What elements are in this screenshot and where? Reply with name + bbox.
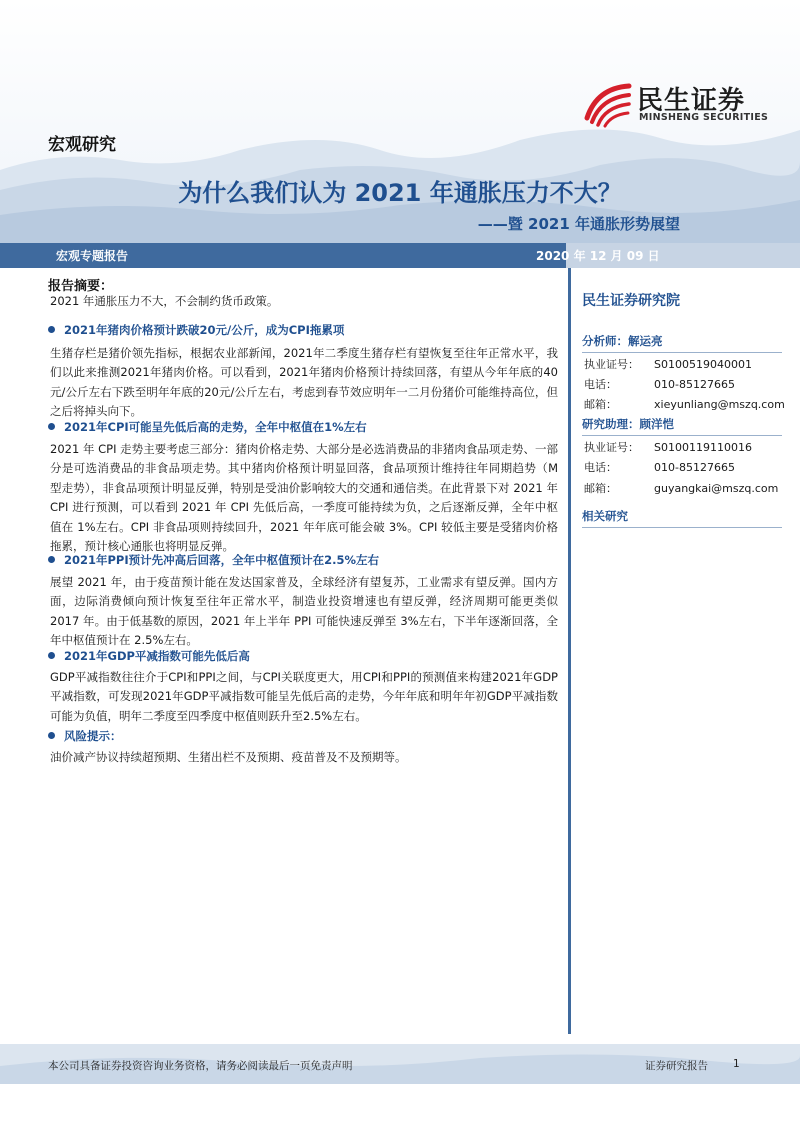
summary-heading: 报告摘要：	[48, 279, 114, 294]
assistant-email-row	[584, 480, 778, 496]
report-date: 2020 年 12 月 09 日	[536, 249, 660, 263]
row-key: 邮箱：	[584, 482, 617, 495]
section-body-cpi: 2021 年 CPI 走势主要考虑三部分：猪肉价格走势、大部分是必选消费品的非猪肉食品项走势、一部分是可选消费品的非食品项走势。其中猪肉价格预计明显回落，食品项预计维持往年同期趋势（M 型走势），非食品项预计明显反弹，特别是受油价影响较大的交通和通信类。在此背景下对 2021 年 CPI 进行预测，可以看到 2021 年 CPI 先低后高，一季度可能持续为负，之后逐渐反弹，全年中枢值在 1%左右。CPI 非食品项则持续回升，2021 年年底可能会破 3%。CPI 较低主要是受猪肉价格拖累，预计核心通胀也将明显反弹。	[50, 442, 558, 554]
bullet-icon	[48, 556, 55, 563]
section-heading-text: 2021年猪肉价格预计跌破20元/公斤，成为CPI拖累项	[64, 323, 345, 337]
analyst-license-row	[584, 356, 752, 372]
bullet-icon	[48, 326, 55, 333]
report-type: 宏观专题报告	[56, 249, 129, 263]
column-divider	[568, 268, 571, 1034]
bullet-icon	[48, 423, 55, 430]
brand-logo	[583, 78, 768, 130]
section-body-risk: 油价减产协议持续超预期、生猪出栏不及预期、疫苗普及不及预期等。	[50, 750, 407, 764]
row-key: 电话：	[584, 461, 617, 474]
section-body-ppi: 展望 2021 年，由于疫苗预计能在发达国家普及，全球经济有望复苏，工业需求有望反弹。国内方面，边际消费倾向预计恢复至往年正常水平，制造业投资增速也有望反弹，经济周期可能更类似 2017 年。由于低基数的原因，2021 年上半年 PPI 可能快速反弹至 3%左右，下半年逐渐回落，全年中枢值预计在 2.5%左右。	[50, 575, 558, 648]
page-number: 1	[733, 1058, 740, 1070]
analyst-heading: 分析师：解运亮	[582, 333, 782, 353]
row-value[interactable]: xieyunliang@mszq.com	[654, 398, 785, 411]
assistant-phone-row	[584, 459, 735, 475]
section-heading-text: 风险提示：	[64, 729, 122, 743]
report-type-bar	[0, 243, 800, 268]
row-key: 电话：	[584, 378, 617, 391]
related-research-heading: 相关研究	[582, 508, 782, 528]
row-value: S0100119110016	[654, 441, 752, 454]
page-subtitle: ——暨 2021 年通胀形势展望	[477, 215, 680, 233]
footer-report-label: 证券研究报告	[645, 1060, 708, 1072]
section-heading-text: 2021年GDP平减指数可能先低后高	[64, 649, 250, 663]
brand-swoosh-icon	[583, 78, 633, 128]
bullet-icon	[48, 732, 55, 739]
summary-intro: 2021 年通胀压力不大，不会制约货币政策。	[50, 294, 279, 308]
row-value: S0100519040001	[654, 358, 752, 371]
institute-name: 民生证券研究院	[582, 293, 680, 309]
row-value: 010-85127665	[654, 378, 735, 391]
assistant-license-row	[584, 439, 752, 455]
row-key: 执业证号：	[584, 441, 639, 454]
section-body-gdp: GDP平减指数往往介于CPI和PPI之间，与CPI关联度更大，用CPI和PPI的预测值来构建2021年GDP平减指数，可发现2021年GDP平减指数可能呈先低后高的走势，今年年底和明年年初GDP平减指数可能为负值，明年二季度至四季度中枢值则跃升至2.5%左右。	[50, 670, 558, 723]
analyst-email-row	[584, 396, 785, 412]
section-heading-text: 2021年CPI可能呈先低后高的走势，全年中枢值在1%左右	[64, 420, 367, 434]
footer-disclaimer: 本公司具备证券投资咨询业务资格，请务必阅读最后一页免责声明	[48, 1060, 353, 1072]
row-key: 执业证号：	[584, 358, 639, 371]
assistant-heading: 研究助理：顾洋恺	[582, 416, 782, 436]
section-label: 宏观研究	[48, 135, 116, 155]
page-title: 为什么我们认为 2021 年通胀压力不大？	[178, 179, 622, 207]
bullet-icon	[48, 652, 55, 659]
row-value[interactable]: guyangkai@mszq.com	[654, 482, 779, 495]
section-heading-ppi	[48, 552, 560, 568]
row-key: 邮箱：	[584, 398, 617, 411]
section-heading-pork	[48, 322, 560, 338]
brand-name-en: MINSHENG SECURITIES	[639, 112, 769, 123]
section-heading-text: 2021年PPI预计先冲高后回落，全年中枢值预计在2.5%左右	[64, 553, 380, 567]
brand-name-cn: 民生证券	[637, 86, 746, 116]
analyst-phone-row	[584, 376, 735, 392]
row-value: 010-85127665	[654, 461, 735, 474]
section-heading-gdp	[48, 648, 560, 664]
section-heading-risk	[48, 728, 560, 744]
section-body-pork: 生猪存栏是猪价领先指标，根据农业部新闻，2021年二季度生猪存栏有望恢复至往年正常水平，我们以此来推测2021年猪肉价格。可以看到，2021年猪肉价格预计持续回落，有望从今年年底的40元/公斤左右下跌至明年年底的20元/公斤左右，考虑到春节效应明年一二月份猪价可能维持高位，但之后将掉头向下。	[50, 346, 558, 419]
section-heading-cpi	[48, 419, 560, 435]
